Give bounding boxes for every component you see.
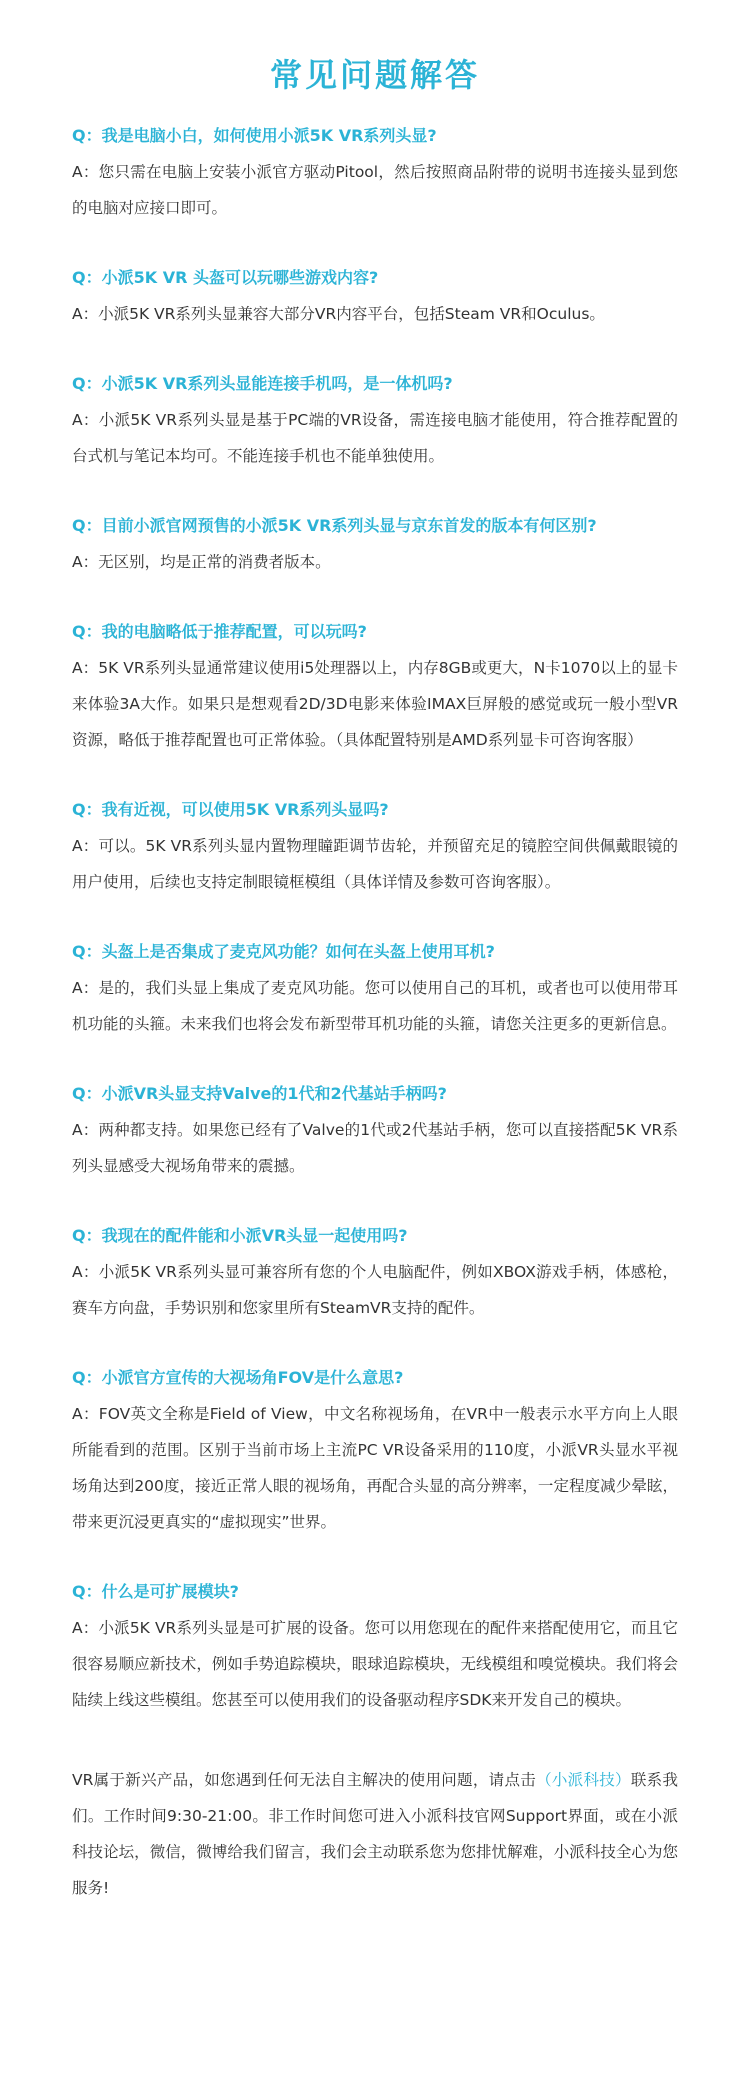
faq-answer: A：您只需在电脑上安装小派官方驱动Pitool，然后按照商品附带的说明书连接头显到您的电脑对应接口即可。 (72, 163, 678, 217)
faq-question: Q：我的电脑略低于推荐配置，可以玩吗? (72, 622, 367, 641)
faq-answer: A：小派5K VR系列头显可兼容所有您的个人电脑配件，例如XBOX游戏手柄，体感枪，赛车方向盘，手势识别和您家里所有SteamVR支持的配件。 (72, 1263, 678, 1317)
contact-note-intro: VR属于新兴产品，如您遇到任何无法自主解决的使用问题，请点击 (72, 1771, 537, 1789)
faq-item (72, 1580, 678, 1718)
faq-question: Q：我有近视，可以使用5K VR系列头显吗? (72, 800, 389, 819)
faq-answer: A：FOV英文全称是Field of View，中文名称视场角，在VR中一般表示水平方向上人眼所能看到的范围。区别于当前市场上主流PC VR设备采用的110度，小派VR头显水平视场角达到200度，接近正常人眼的视场角，再配合头显的高分辨率，一定程度减少晕眩，带来更沉浸更真实的“虚拟现实”世界。 (72, 1405, 678, 1531)
faq-answer: A：可以。5K VR系列头显内置物理瞳距调节齿轮，并预留充足的镜腔空间供佩戴眼镜的用户使用，后续也支持定制眼镜框模组（具体详情及参数可咨询客服）。 (72, 837, 678, 891)
contact-note (72, 1762, 678, 1906)
faq-item (72, 124, 678, 226)
faq-answer: A：两种都支持。如果您已经有了Valve的1代或2代基站手柄，您可以直接搭配5K VR系列头显感受大视场角带来的震撼。 (72, 1121, 678, 1175)
faq-item (72, 514, 678, 580)
faq-item (72, 1082, 678, 1184)
contact-note-details: 联系我们。工作时间9:30-21:00。非工作时间您可进入小派科技官网Support界面，或在小派科技论坛，微信，微博给我们留言，我们会主动联系您为您排忧解难，小派科技全心为您服务! (72, 1771, 678, 1897)
faq-question: Q：我现在的配件能和小派VR头显一起使用吗? (72, 1226, 408, 1245)
faq-question: Q：我是电脑小白，如何使用小派5K VR系列头显? (72, 126, 437, 145)
faq-answer: A：小派5K VR系列头显兼容大部分VR内容平台，包括Steam VR和Oculus。 (72, 305, 605, 323)
faq-answer: A：小派5K VR系列头显是可扩展的设备。您可以用您现在的配件来搭配使用它，而且它很容易顺应新技术，例如手势追踪模块，眼球追踪模块，无线模组和嗅觉模块。我们将会陆续上线这些模组。您甚至可以使用我们的设备驱动程序SDK来开发自己的模块。 (72, 1619, 678, 1709)
page-title: 常见问题解答 (269, 56, 480, 94)
faq-item (72, 266, 678, 332)
faq-question: Q：头盔上是否集成了麦克风功能？如何在头盔上使用耳机? (72, 942, 495, 961)
faq-answer: A：小派5K VR系列头显是基于PC端的VR设备，需连接电脑才能使用，符合推荐配置的台式机与笔记本均可。不能连接手机也不能单独使用。 (72, 411, 678, 465)
faq-question: Q：小派5K VR 头盔可以玩哪些游戏内容? (72, 268, 379, 287)
faq-question: Q：小派VR头显支持Valve的1代和2代基站手柄吗? (72, 1084, 447, 1103)
faq-item (72, 372, 678, 474)
faq-answer: A：5K VR系列头显通常建议使用i5处理器以上，内存8GB或更大，N卡1070以上的显卡来体验3A大作。如果只是想观看2D/3D电影来体验IMAX巨屏般的感觉或玩一般小型VR资源，略低于推荐配置也可正常体验。（具体配置特别是AMD系列显卡可咨询客服） (72, 659, 678, 749)
faq-item (72, 1366, 678, 1540)
faq-question: Q：目前小派官网预售的小派5K VR系列头显与京东首发的版本有何区别? (72, 516, 597, 535)
faq-question: Q：小派官方宣传的大视场角FOV是什么意思? (72, 1368, 404, 1387)
faq-question: Q：什么是可扩展模块? (72, 1582, 239, 1601)
faq-answer: A：是的，我们头显上集成了麦克风功能。您可以使用自己的耳机，或者也可以使用带耳机功能的头箍。未来我们也将会发布新型带耳机功能的头箍，请您关注更多的更新信息。 (72, 979, 678, 1033)
faq-item (72, 620, 678, 758)
faq-question: Q：小派5K VR系列头显能连接手机吗，是一体机吗? (72, 374, 453, 393)
faq-item (72, 940, 678, 1042)
faq-answer: A：无区别，均是正常的消费者版本。 (72, 553, 331, 571)
faq-item (72, 1224, 678, 1326)
faq-item (72, 798, 678, 900)
contact-link[interactable]: （小派科技） (536, 1771, 631, 1789)
faq-list (0, 124, 750, 1906)
